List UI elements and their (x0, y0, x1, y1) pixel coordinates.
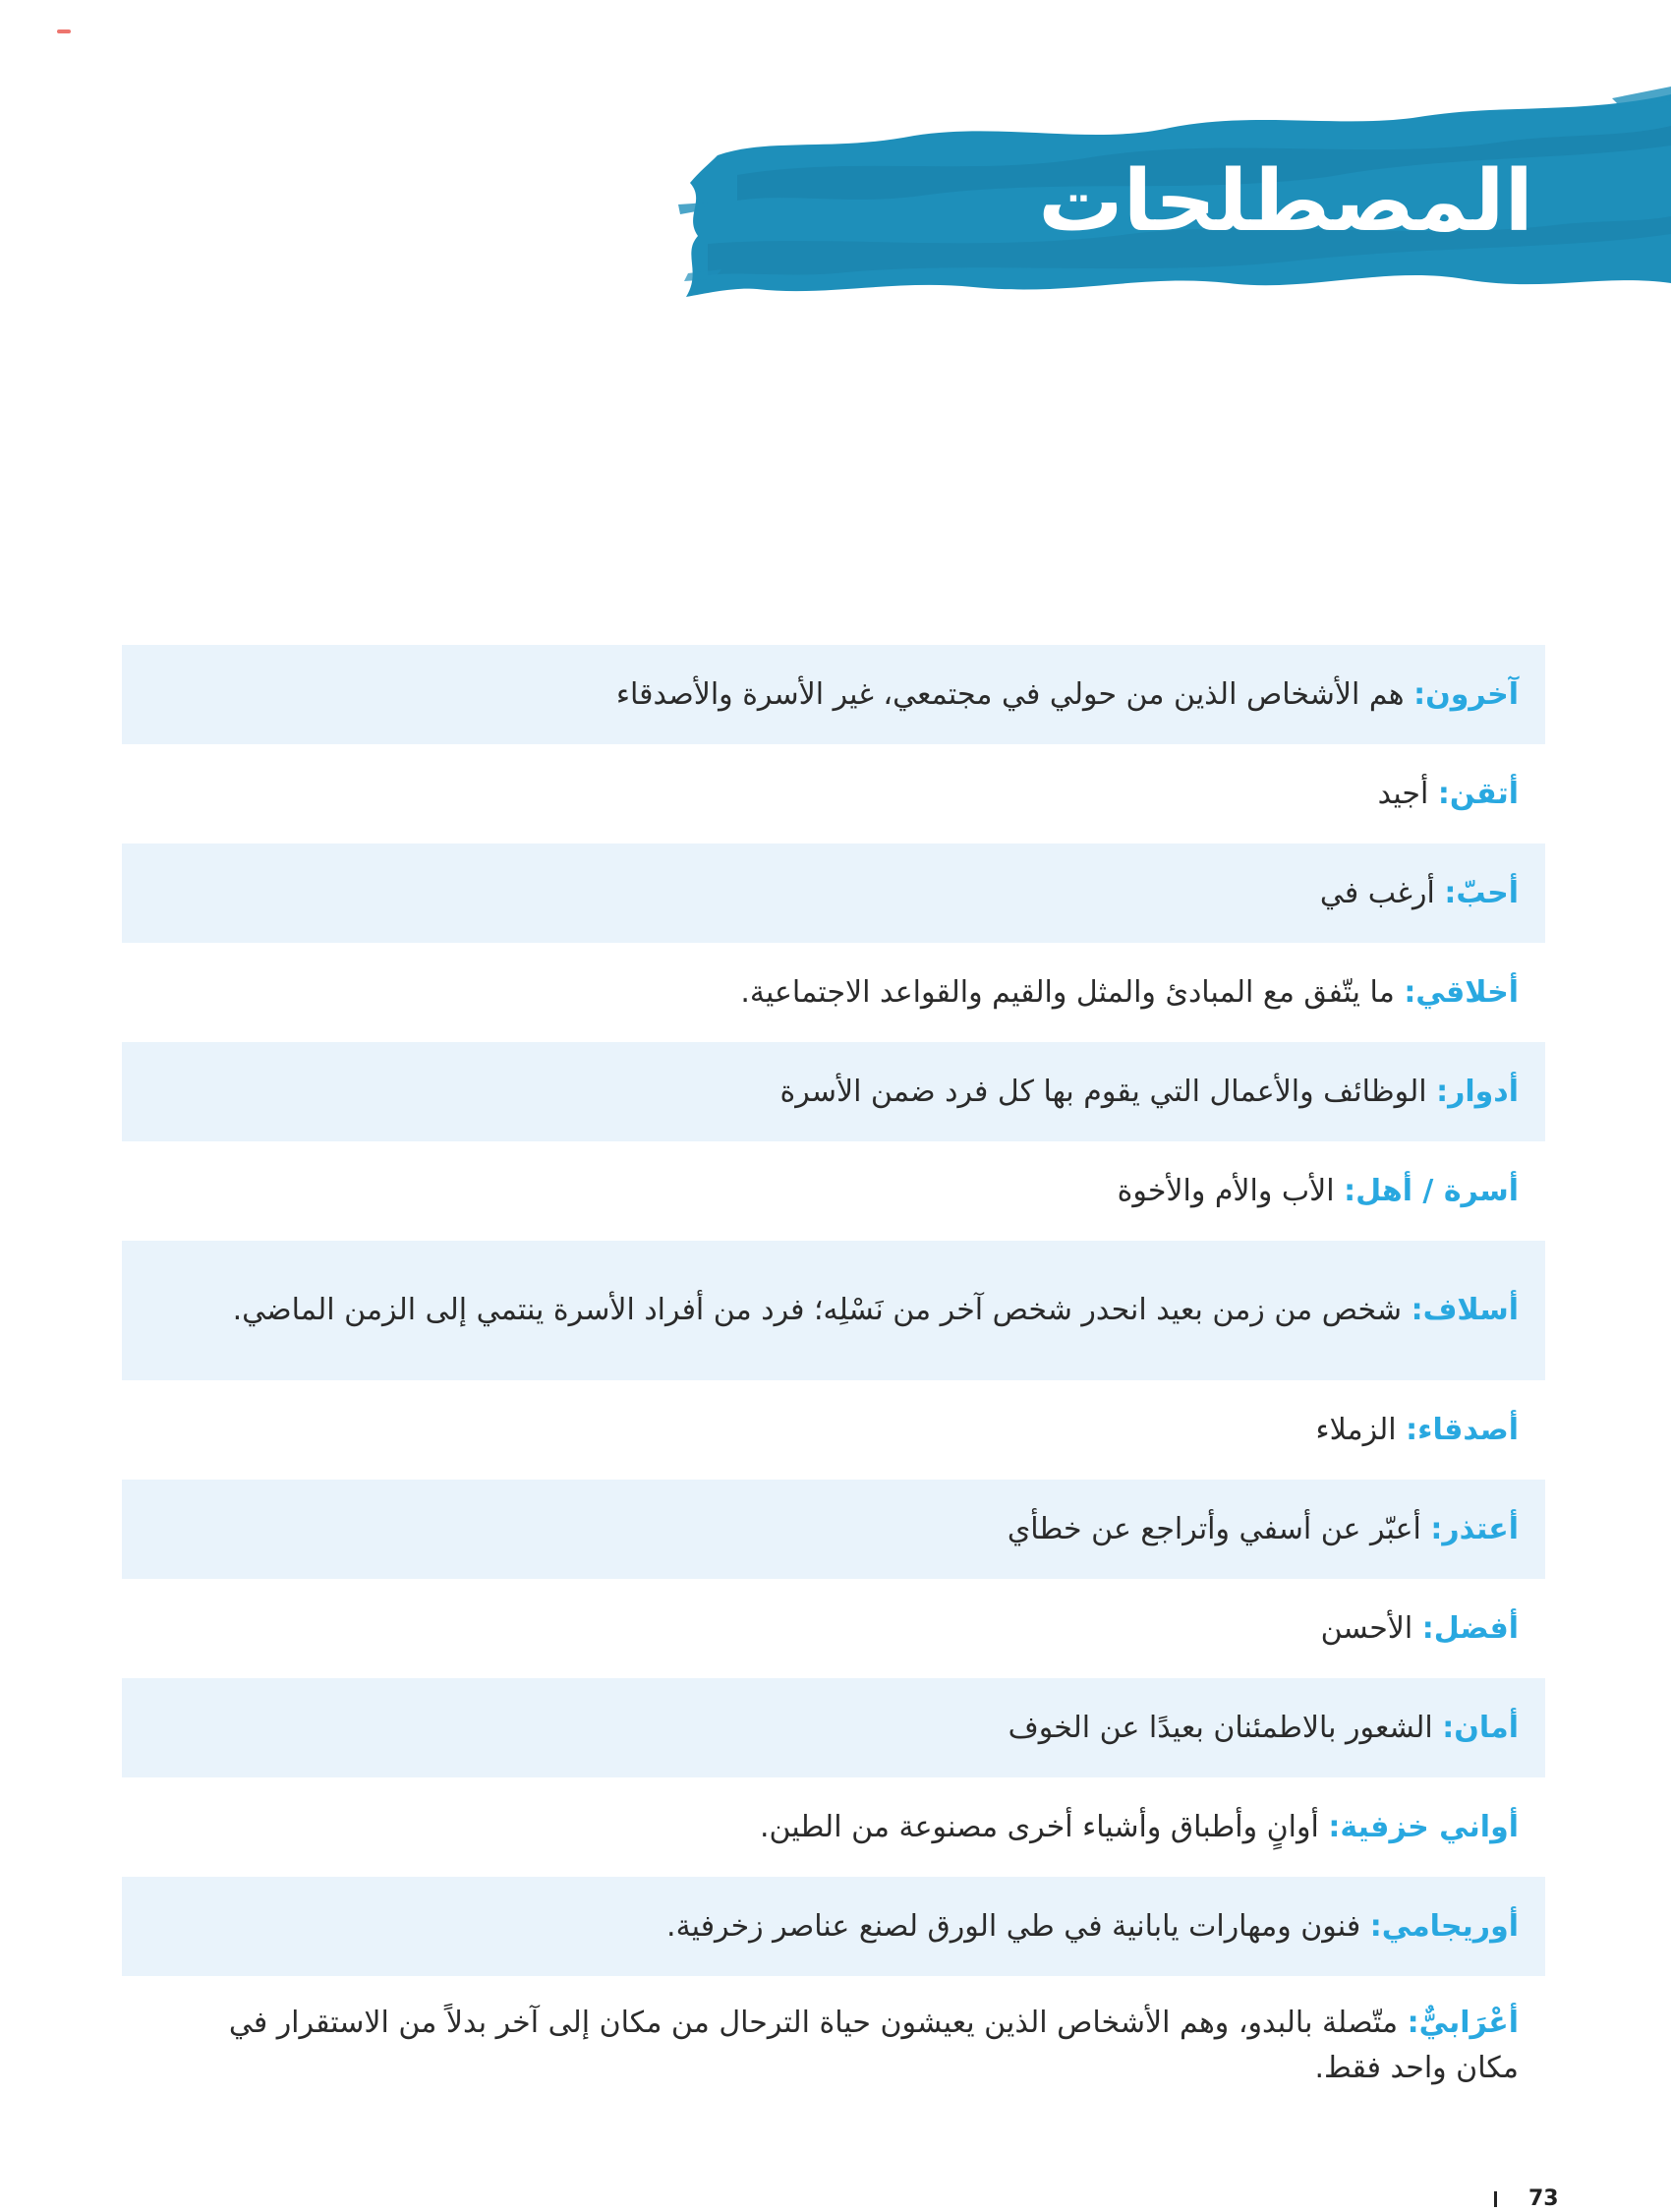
footer-divider (1494, 2191, 1497, 2207)
glossary-term: أحبّ: (1444, 875, 1519, 910)
glossary-definition: متّصلة بالبدو، وهم الأشخاص الذين يعيشون حياة الترحال من مكان إلى آخر بدلاً من الاستقرار في مكان واحد فقط. (228, 2006, 1519, 2085)
glossary-term: أعتذر: (1430, 1511, 1519, 1546)
glossary-term: أوريجامي: (1369, 1908, 1519, 1944)
glossary-entry (122, 1480, 1545, 1579)
glossary-definition: أرغب في (1319, 875, 1435, 910)
glossary-term: أدوار: (1436, 1074, 1519, 1109)
glossary-definition: أعبّر عن أسفي وأتراجع عن خطأي (1007, 1511, 1421, 1546)
glossary-entry (122, 1141, 1545, 1241)
glossary-definition: الوظائف والأعمال التي يقوم بها كل فرد ضمن الأسرة (779, 1074, 1427, 1109)
glossary-definition: الشعور بالاطمئنان بعيدًا عن الخوف (1008, 1710, 1433, 1745)
glossary-definition: أوانٍ وأطباق وأشياء أخرى مصنوعة من الطين. (760, 1809, 1319, 1844)
glossary-term: أسلاف: (1411, 1293, 1519, 1327)
corner-mark (57, 29, 71, 33)
glossary-entry (122, 1241, 1545, 1380)
glossary-term: أمان: (1442, 1710, 1519, 1745)
glossary-term: أواني خزفية: (1328, 1809, 1519, 1844)
glossary-definition: الأحسن (1320, 1610, 1413, 1646)
glossary-entry (122, 1976, 1545, 2116)
glossary-entry (122, 744, 1545, 844)
glossary-entry (122, 844, 1545, 943)
glossary-entry (122, 1678, 1545, 1777)
glossary-list (122, 645, 1545, 2116)
page-footer (1494, 2186, 1559, 2211)
page-number: 73 (1528, 2186, 1559, 2211)
glossary-entry (122, 1042, 1545, 1141)
glossary-entry (122, 1877, 1545, 1976)
glossary-definition: الزملاء (1315, 1412, 1397, 1447)
glossary-entry (122, 1579, 1545, 1678)
glossary-term: أعْرَابيٌّ: (1407, 2006, 1519, 2040)
glossary-definition: الأب والأم والأخوة (1117, 1173, 1335, 1208)
glossary-definition: شخص من زمن بعيد انحدر شخص آخر من نَسْلِه؛ فرد من أفراد الأسرة ينتمي إلى الزمن الماضي. (232, 1293, 1403, 1327)
glossary-term: أخلاقي: (1404, 974, 1519, 1010)
glossary-term: آخرون: (1413, 676, 1519, 712)
glossary-entry (122, 645, 1545, 744)
glossary-term: أتقن: (1437, 776, 1519, 811)
glossary-term: أسرة / أهل: (1344, 1173, 1519, 1208)
glossary-entry (122, 943, 1545, 1042)
glossary-definition: هم الأشخاص الذين من حولي في مجتمعي، غير الأسرة والأصدقاء (615, 676, 1405, 712)
glossary-definition: فنون ومهارات يابانية في طي الورق لصنع عناصر زخرفية. (666, 1908, 1361, 1944)
page-title: المصطلحات (1038, 152, 1533, 251)
glossary-definition: أجيد (1377, 776, 1429, 811)
glossary-term: أفضل: (1421, 1610, 1519, 1646)
glossary-definition: ما يتّفق مع المبادئ والمثل والقيم والقواعد الاجتماعية. (740, 974, 1395, 1010)
glossary-entry (122, 1380, 1545, 1480)
glossary-entry (122, 1777, 1545, 1877)
glossary-term: أصدقاء: (1406, 1412, 1519, 1447)
